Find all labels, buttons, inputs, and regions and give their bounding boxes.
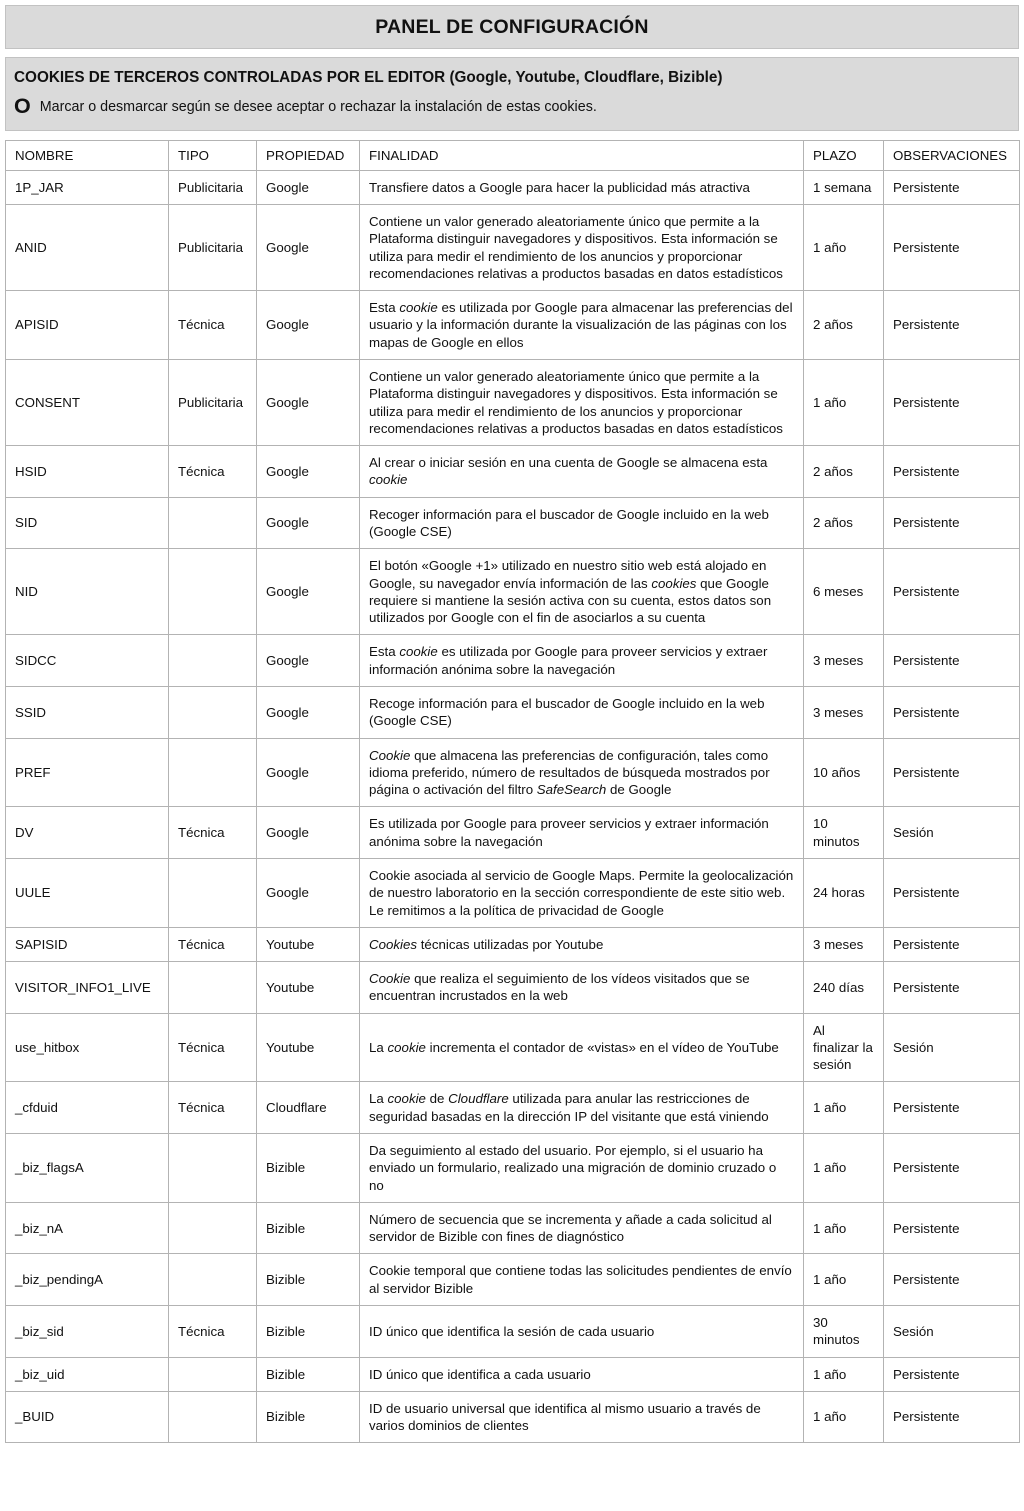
table-row (6, 549, 1020, 635)
table-row (6, 635, 1020, 687)
cookie-purpose-cell: El botón «Google +1» utilizado en nuestro sitio web está alojado en Google, su navegador envía información de las cookies que Google requiere si mantiene la sesión activa con su cuenta, estos datos son utilizados por Google con el fin de asociarlos a su cuenta (360, 549, 804, 635)
cookie-expiry-cell: 1 año (804, 1357, 884, 1391)
cookie-owner-cell: Youtube (257, 962, 360, 1014)
cookie-purpose-cell: Cookie temporal que contiene todas las solicitudes pendientes de envío al servidor Bizible (360, 1254, 804, 1306)
cookie-name-cell: APISID (6, 291, 169, 360)
cookie-purpose-cell: Esta cookie es utilizada por Google para almacenar las preferencias del usuario y la información durante la visualización de las páginas con los mapas de Google en ellos (360, 291, 804, 360)
table-row (6, 738, 1020, 807)
cookie-notes-cell: Persistente (884, 291, 1020, 360)
cookie-owner-cell: Bizible (257, 1357, 360, 1391)
cookie-type-cell (169, 549, 257, 635)
cookie-notes-cell: Persistente (884, 549, 1020, 635)
cookie-notes-cell: Sesión (884, 807, 1020, 859)
cookie-notes-cell: Sesión (884, 1013, 1020, 1082)
cookie-owner-cell: Bizible (257, 1254, 360, 1306)
cookie-expiry-cell: 1 año (804, 1082, 884, 1134)
cookie-type-cell (169, 858, 257, 927)
cookie-purpose-cell: Esta cookie es utilizada por Google para proveer servicios y extraer información anónima sobre la navegación (360, 635, 804, 687)
cookie-expiry-cell: 1 año (804, 205, 884, 291)
cookie-notes-cell: Sesión (884, 1306, 1020, 1358)
cookie-expiry-cell: 2 años (804, 497, 884, 549)
cookie-purpose-cell: Recoge información para el buscador de Google incluido en la web (Google CSE) (360, 686, 804, 738)
column-header-tipo: TIPO (169, 140, 257, 170)
instruction-line (14, 96, 1010, 118)
cookie-purpose-cell: Da seguimiento al estado del usuario. Por ejemplo, si el usuario ha enviado un formulario, realizado una migración de dominio cruzado o no (360, 1134, 804, 1203)
section-band (5, 57, 1019, 131)
table-row (6, 1306, 1020, 1358)
cookie-name-cell: _biz_flagsA (6, 1134, 169, 1203)
cookie-expiry-cell: 3 meses (804, 927, 884, 961)
cookie-name-cell: UULE (6, 858, 169, 927)
cookie-name-cell: HSID (6, 446, 169, 498)
cookie-expiry-cell: 240 días (804, 962, 884, 1014)
cookie-type-cell (169, 738, 257, 807)
cookie-owner-cell: Youtube (257, 927, 360, 961)
cookie-notes-cell: Persistente (884, 446, 1020, 498)
cookie-name-cell: SAPISID (6, 927, 169, 961)
cookies-table (5, 140, 1020, 1444)
cookie-owner-cell: Youtube (257, 1013, 360, 1082)
cookie-purpose-cell: Contiene un valor generado aleatoriamente único que permite a la Plataforma distinguir navegadores y dispositivos. Esta información se utiliza para medir el rendimiento de los anuncios y proporcionar recomendaciones relativas a productos basadas en datos estadísticos (360, 360, 804, 446)
cookie-notes-cell: Persistente (884, 927, 1020, 961)
cookie-type-cell: Técnica (169, 927, 257, 961)
table-row (6, 927, 1020, 961)
cookie-expiry-cell: 10 minutos (804, 807, 884, 859)
table-row (6, 686, 1020, 738)
cookie-type-cell: Técnica (169, 1306, 257, 1358)
cookie-type-cell: Técnica (169, 291, 257, 360)
cookie-notes-cell: Persistente (884, 360, 1020, 446)
cookie-notes-cell: Persistente (884, 1254, 1020, 1306)
cookie-expiry-cell: 30 minutos (804, 1306, 884, 1358)
table-row (6, 962, 1020, 1014)
cookie-type-cell: Técnica (169, 1082, 257, 1134)
cookie-purpose-cell: Cookie que realiza el seguimiento de los vídeos visitados que se encuentran incrustados en la web (360, 962, 804, 1014)
cookie-expiry-cell: 3 meses (804, 635, 884, 687)
cookie-type-cell (169, 1202, 257, 1254)
cookie-name-cell: ANID (6, 205, 169, 291)
cookie-purpose-cell: Contiene un valor generado aleatoriamente único que permite a la Plataforma distinguir navegadores y dispositivos. Esta información se utiliza para medir el rendimiento de los anuncios y proporcionar recomendaciones relativas a productos basadas en datos estadísticos (360, 205, 804, 291)
checkbox-circle-icon[interactable]: O (14, 94, 31, 118)
cookie-owner-cell: Google (257, 686, 360, 738)
cookie-expiry-cell: 3 meses (804, 686, 884, 738)
cookie-name-cell: _BUID (6, 1391, 169, 1443)
cookie-owner-cell: Bizible (257, 1134, 360, 1203)
cookie-name-cell: CONSENT (6, 360, 169, 446)
cookie-notes-cell: Persistente (884, 1082, 1020, 1134)
section-heading: COOKIES DE TERCEROS CONTROLADAS POR EL EDITOR (Google, Youtube, Cloudflare, Bizible) (14, 69, 723, 86)
cookie-name-cell: NID (6, 549, 169, 635)
cookie-owner-cell: Bizible (257, 1391, 360, 1443)
cookie-name-cell: _cfduid (6, 1082, 169, 1134)
cookie-expiry-cell: 24 horas (804, 858, 884, 927)
table-row (6, 446, 1020, 498)
cookie-notes-cell: Persistente (884, 858, 1020, 927)
cookie-expiry-cell: 1 año (804, 360, 884, 446)
cookie-purpose-cell: Cookies técnicas utilizadas por Youtube (360, 927, 804, 961)
table-header-row (6, 140, 1020, 170)
cookie-purpose-cell: ID de usuario universal que identifica al mismo usuario a través de varios dominios de clientes (360, 1391, 804, 1443)
table-row (6, 291, 1020, 360)
cookie-type-cell: Técnica (169, 1013, 257, 1082)
column-header-plazo: PLAZO (804, 140, 884, 170)
cookie-purpose-cell: Recoger información para el buscador de Google incluido en la web (Google CSE) (360, 497, 804, 549)
cookie-owner-cell: Google (257, 635, 360, 687)
cookie-type-cell (169, 1391, 257, 1443)
cookie-notes-cell: Persistente (884, 962, 1020, 1014)
cookie-expiry-cell: 2 años (804, 291, 884, 360)
cookie-owner-cell: Google (257, 446, 360, 498)
cookie-name-cell: _biz_sid (6, 1306, 169, 1358)
cookie-owner-cell: Bizible (257, 1306, 360, 1358)
cookie-type-cell (169, 1254, 257, 1306)
cookie-notes-cell: Persistente (884, 170, 1020, 204)
table-row (6, 360, 1020, 446)
cookie-name-cell: VISITOR_INFO1_LIVE (6, 962, 169, 1014)
column-header-finalidad: FINALIDAD (360, 140, 804, 170)
cookie-notes-cell: Persistente (884, 497, 1020, 549)
cookie-owner-cell: Google (257, 738, 360, 807)
cookie-name-cell: SIDCC (6, 635, 169, 687)
cookie-notes-cell: Persistente (884, 1134, 1020, 1203)
cookie-owner-cell: Google (257, 858, 360, 927)
cookie-notes-cell: Persistente (884, 205, 1020, 291)
cookie-owner-cell: Google (257, 807, 360, 859)
table-row (6, 858, 1020, 927)
cookie-type-cell: Técnica (169, 807, 257, 859)
cookie-purpose-cell: Cookie que almacena las preferencias de configuración, tales como idioma preferido, número de resultados de búsqueda mostrados por página o activación del filtro SafeSearch de Google (360, 738, 804, 807)
cookie-type-cell: Publicitaria (169, 170, 257, 204)
cookie-name-cell: _biz_nA (6, 1202, 169, 1254)
table-row (6, 807, 1020, 859)
cookie-expiry-cell: 1 semana (804, 170, 884, 204)
panel-title-band (5, 5, 1019, 49)
cookie-owner-cell: Google (257, 291, 360, 360)
cookie-owner-cell: Google (257, 360, 360, 446)
table-row (6, 1391, 1020, 1443)
cookie-name-cell: SSID (6, 686, 169, 738)
cookie-type-cell (169, 1134, 257, 1203)
table-row (6, 1082, 1020, 1134)
cookie-expiry-cell: 10 años (804, 738, 884, 807)
cookie-purpose-cell: Cookie asociada al servicio de Google Maps. Permite la geolocalización de nuestro laboratorio en la sección correspondiente de este sitio web. Le remitimos a la política de privacidad de Google (360, 858, 804, 927)
table-row (6, 1254, 1020, 1306)
cookie-owner-cell: Google (257, 170, 360, 204)
cookie-expiry-cell: Al finalizar la sesión (804, 1013, 884, 1082)
cookie-name-cell: use_hitbox (6, 1013, 169, 1082)
column-header-observaciones: OBSERVACIONES (884, 140, 1020, 170)
cookie-expiry-cell: 6 meses (804, 549, 884, 635)
table-row (6, 205, 1020, 291)
cookie-notes-cell: Persistente (884, 686, 1020, 738)
cookie-notes-cell: Persistente (884, 738, 1020, 807)
cookie-notes-cell: Persistente (884, 1357, 1020, 1391)
table-row (6, 1134, 1020, 1203)
cookie-owner-cell: Google (257, 205, 360, 291)
cookie-type-cell (169, 497, 257, 549)
cookie-owner-cell: Google (257, 497, 360, 549)
table-row (6, 170, 1020, 204)
cookie-type-cell: Publicitaria (169, 360, 257, 446)
cookie-name-cell: DV (6, 807, 169, 859)
cookie-name-cell: _biz_uid (6, 1357, 169, 1391)
cookie-type-cell (169, 635, 257, 687)
cookie-name-cell: _biz_pendingA (6, 1254, 169, 1306)
cookie-name-cell: PREF (6, 738, 169, 807)
table-row (6, 1013, 1020, 1082)
cookie-type-cell (169, 962, 257, 1014)
cookie-expiry-cell: 1 año (804, 1134, 884, 1203)
cookie-purpose-cell: Transfiere datos a Google para hacer la publicidad más atractiva (360, 170, 804, 204)
cookie-purpose-cell: ID único que identifica a cada usuario (360, 1357, 804, 1391)
cookie-owner-cell: Cloudflare (257, 1082, 360, 1134)
cookie-name-cell: 1P_JAR (6, 170, 169, 204)
cookie-type-cell (169, 1357, 257, 1391)
cookie-expiry-cell: 1 año (804, 1254, 884, 1306)
table-row (6, 1202, 1020, 1254)
cookie-purpose-cell: La cookie incrementa el contador de «vistas» en el vídeo de YouTube (360, 1013, 804, 1082)
instruction-text: Marcar o desmarcar según se desee aceptar o rechazar la instalación de estas cookies. (39, 98, 597, 115)
table-row (6, 1357, 1020, 1391)
cookie-name-cell: SID (6, 497, 169, 549)
column-header-propiedad: PROPIEDAD (257, 140, 360, 170)
table-row (6, 497, 1020, 549)
cookie-notes-cell: Persistente (884, 1391, 1020, 1443)
cookie-purpose-cell: Al crear o iniciar sesión en una cuenta de Google se almacena esta cookie (360, 446, 804, 498)
cookie-owner-cell: Bizible (257, 1202, 360, 1254)
cookie-purpose-cell: ID único que identifica la sesión de cada usuario (360, 1306, 804, 1358)
cookie-expiry-cell: 1 año (804, 1202, 884, 1254)
cookie-type-cell: Publicitaria (169, 205, 257, 291)
cookie-expiry-cell: 1 año (804, 1391, 884, 1443)
cookie-notes-cell: Persistente (884, 635, 1020, 687)
cookie-purpose-cell: La cookie de Cloudflare utilizada para anular las restricciones de seguridad basadas en la dirección IP del visitante que está viniendo (360, 1082, 804, 1134)
cookie-purpose-cell: Es utilizada por Google para proveer servicios y extraer información anónima sobre la navegación (360, 807, 804, 859)
cookie-expiry-cell: 2 años (804, 446, 884, 498)
page-title: PANEL DE CONFIGURACIÓN (375, 16, 649, 38)
cookie-owner-cell: Google (257, 549, 360, 635)
column-header-nombre: NOMBRE (6, 140, 169, 170)
cookie-type-cell: Técnica (169, 446, 257, 498)
cookie-purpose-cell: Número de secuencia que se incrementa y añade a cada solicitud al servidor de Bizible con fines de diagnóstico (360, 1202, 804, 1254)
cookie-type-cell (169, 686, 257, 738)
cookie-notes-cell: Persistente (884, 1202, 1020, 1254)
